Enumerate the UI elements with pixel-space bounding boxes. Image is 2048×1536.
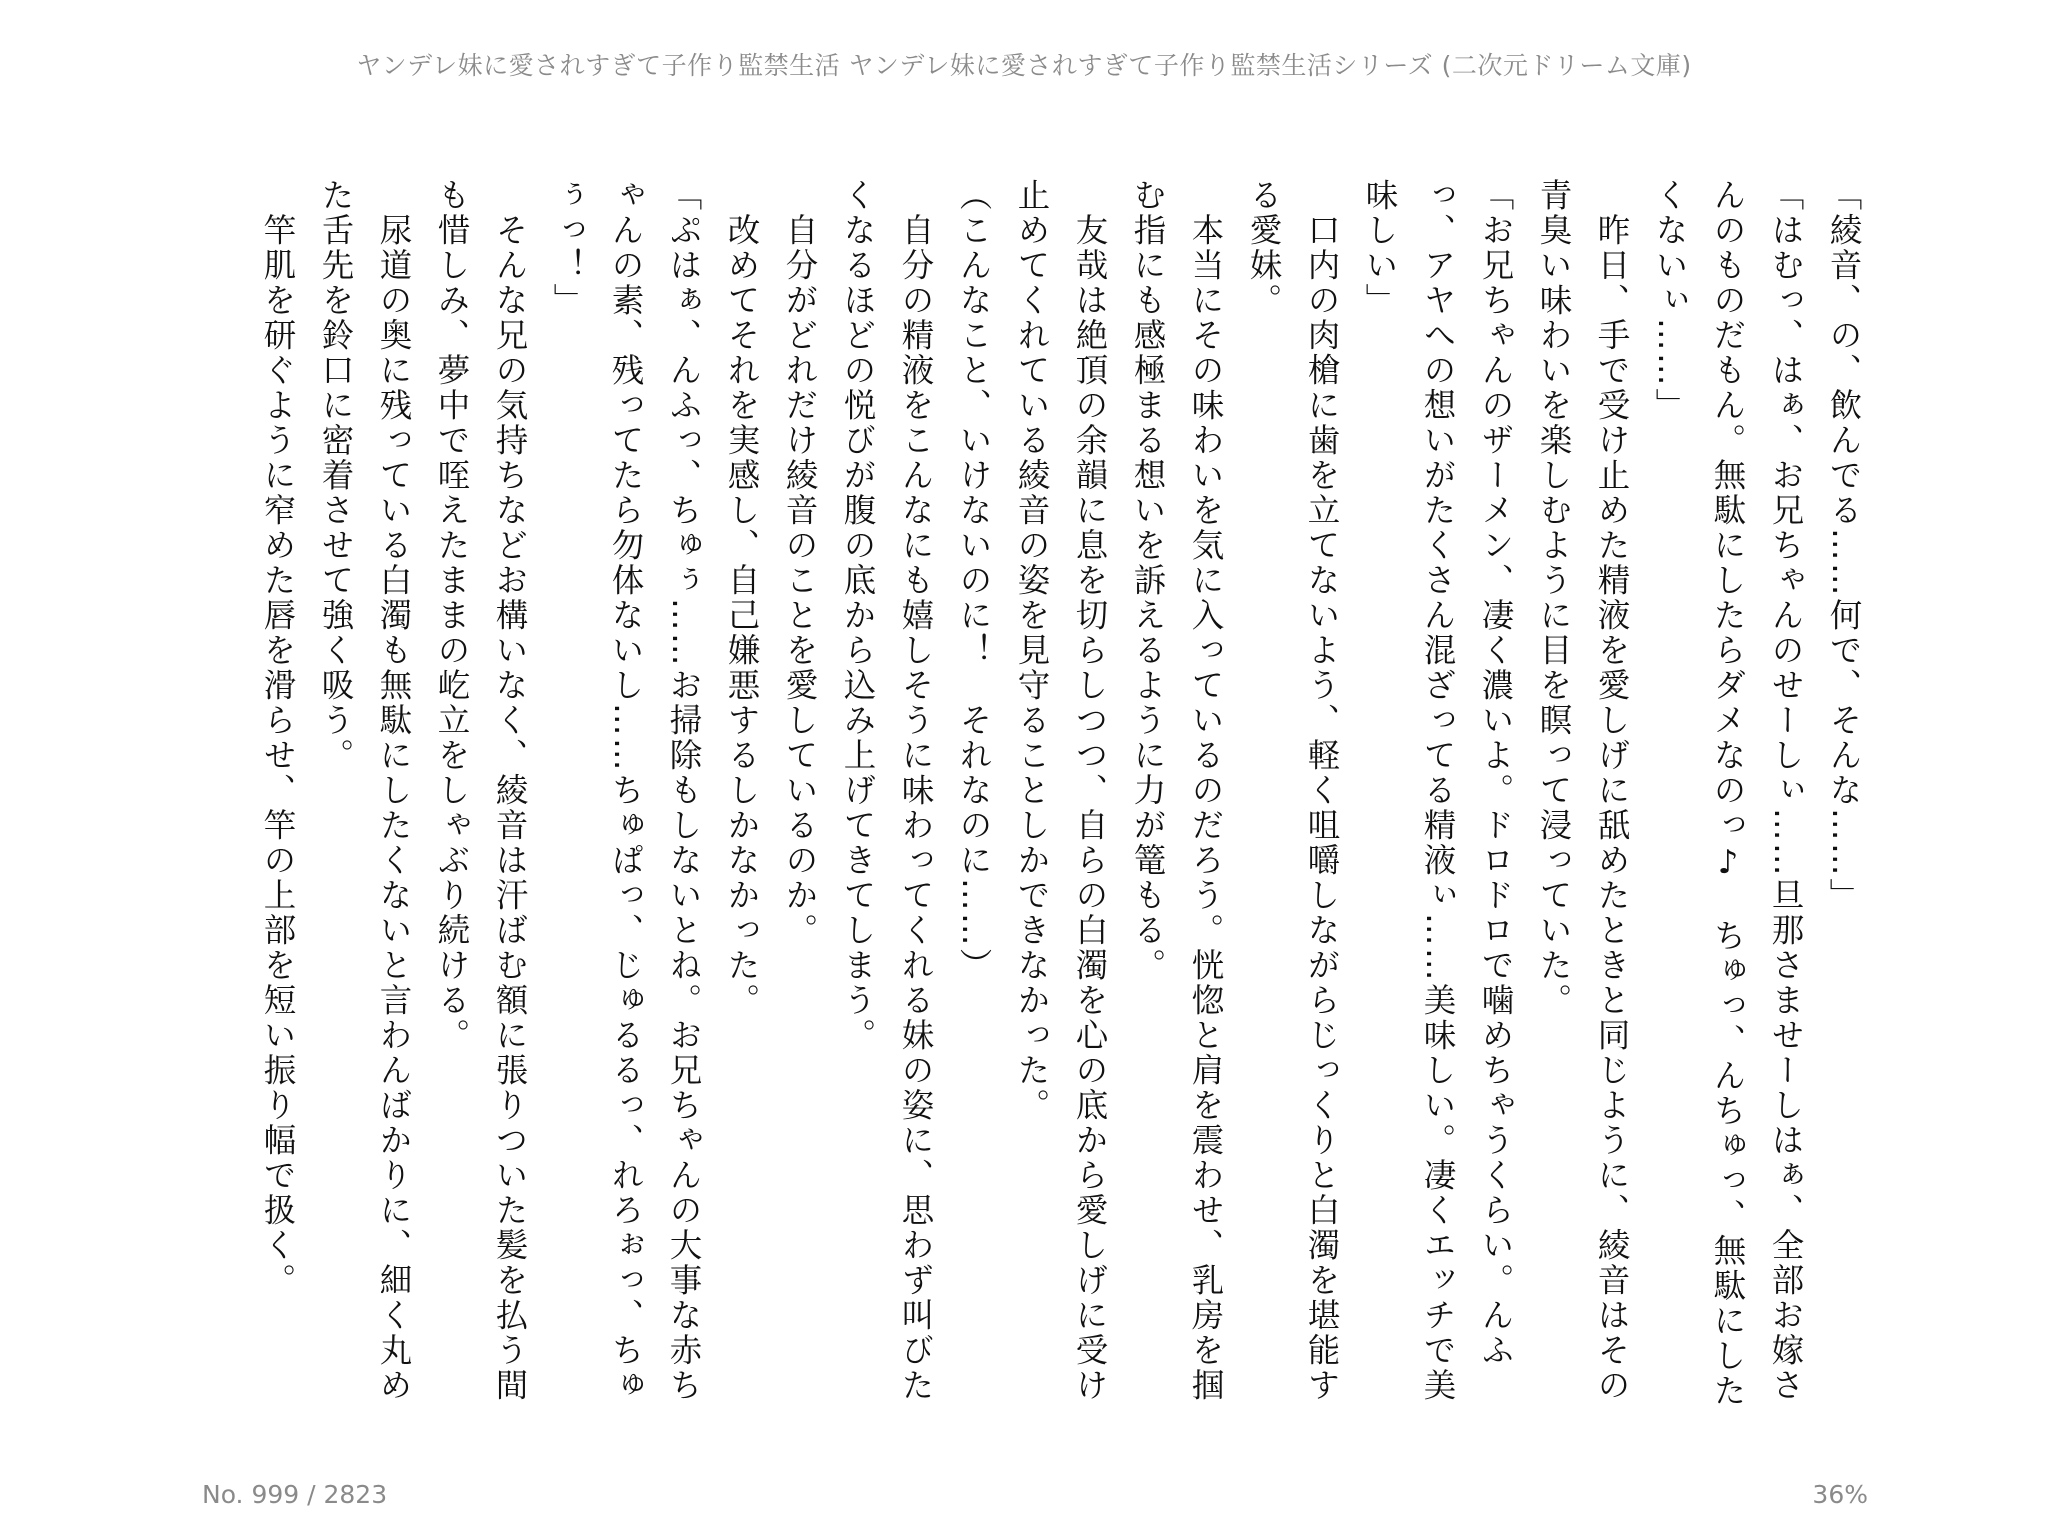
- page-location: No. 999 / 2823: [202, 1480, 388, 1509]
- paragraph: 本当にその味わいを気に入っているのだろう。恍惚と肩を震わせ、乳房を掴む指にも感極まる想いを訴えるように力が篭もる。: [1129, 178, 1225, 1403]
- paragraph: 「ぷはぁ、んふっ、ちゅぅ……お掃除もしないとね。お兄ちゃんの大事な赤ちゃんの素、残ってたら勿体ないし……ちゅぱっ、じゅるるっ、れろぉっ、ちゅぅっ！」: [549, 178, 703, 1403]
- vertical-text-body: [249, 178, 1873, 1423]
- paragraph: 自分がどれだけ綾音のことを愛しているのか。: [781, 178, 819, 948]
- paragraph: そんな兄の気持ちなどお構いなく、綾音は汗ばむ額に張りついた髪を払う間も惜しみ、夢中で咥えたままの屹立をしゃぶり続ける。: [433, 178, 529, 1403]
- paragraph: 昨日、手で受け止めた精液を愛しげに舐めたときと同じように、綾音はその青臭い味わいを楽しむように目を瞑って浸っていた。: [1535, 178, 1631, 1403]
- reader-page[interactable]: [205, 178, 1873, 1423]
- paragraph: 自分の精液をこんなにも嬉しそうに味わってくれる妹の姿に、思わず叫びたくなるほどの悦びが腹の底から込み上げてきてしまう。: [839, 178, 935, 1403]
- paragraph: 尿道の奥に残っている白濁も無駄にしたくないと言わんばかりに、細く丸めた舌先を鈴口に密着させて強く吸う。: [317, 178, 413, 1403]
- paragraph: 改めてそれを実感し、自己嫌悪するしかなかった。: [723, 178, 761, 1018]
- paragraph: 「はむっ、はぁ、お兄ちゃんのせーしぃ……旦那さませーしはぁ、全部お嫁さんのものだもん。無駄にしたらダメなのっ♪ ちゅっ、んちゅっ、無駄にしたくないぃ……」: [1651, 178, 1805, 1409]
- reading-progress: 36%: [1812, 1480, 1868, 1509]
- paragraph: 「綾音、の、飲んでる……何で、そんな……」: [1825, 178, 1863, 913]
- paragraph: （こんなこと、いけないのに！ それなのに……）: [955, 178, 993, 983]
- paragraph: 口内の肉槍に歯を立てないよう、軽く咀嚼しながらじっくりと白濁を堪能する愛妹。: [1245, 178, 1341, 1403]
- book-title: ヤンデレ妹に愛されすぎて子作り監禁生活 ヤンデレ妹に愛されすぎて子作り監禁生活シリーズ (二次元ドリーム文庫): [356, 51, 1692, 80]
- paragraph: 竿肌を研ぐように窄めた唇を滑らせ、竿の上部を短い振り幅で扱く。: [259, 178, 297, 1298]
- paragraph: 友哉は絶頂の余韻に息を切らしつつ、自らの白濁を心の底から愛しげに受け止めてくれている綾音の姿を見守ることしかできなかった。: [1013, 178, 1109, 1403]
- paragraph: 「お兄ちゃんのザーメン、凄く濃いよ。ドロドロで噛めちゃうくらい。んふっ、アヤへの想いがたくさん混ざってる精液ぃ……美味しい。凄くエッチで美味しい」: [1361, 178, 1515, 1403]
